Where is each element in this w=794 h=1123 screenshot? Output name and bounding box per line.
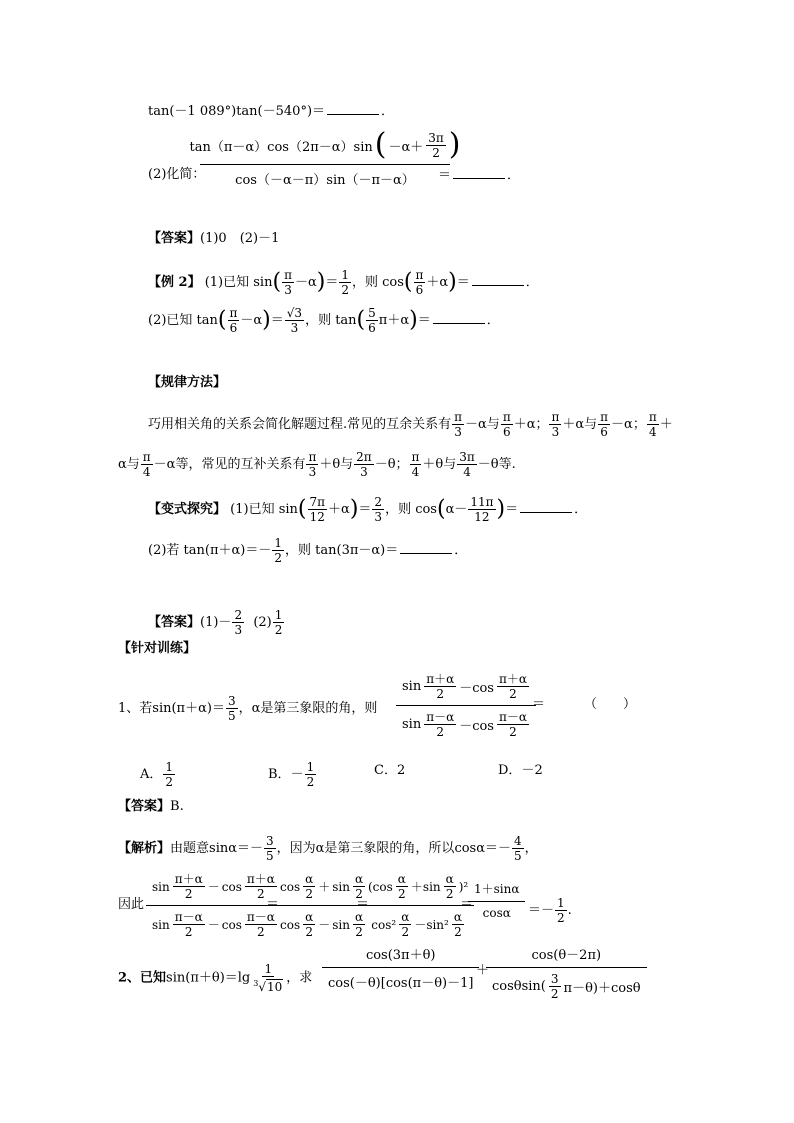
simplify-denominator: cos（－α－π）sin（－π－α） xyxy=(235,173,415,188)
q-tan-product: tan(－1 089°)tan(－540°)＝ ． xyxy=(148,104,395,119)
method-heading: 【规律方法】 xyxy=(148,375,227,390)
example-2-part1: 【例 2】 (1)已知 sin( $\frac{\pi}{3}$ －α)＝ $\frac{1}{2}$ ，则 cos( $\frac{\pi}{6}$ ＋α)＝ ． xyxy=(148,268,539,297)
simplify-answer: ＝ ． xyxy=(438,168,521,183)
q-tan-text: tan(－1 089°)tan(－540°)＝ xyxy=(148,104,326,119)
answer-1: 【答案】(1)0 (2)－1 xyxy=(148,231,280,246)
analysis-therefore: 因此 xyxy=(118,897,145,912)
q1-fraction: sin $\frac{\pi+\alpha}{2}$ －cos $\frac{\pi+\alpha}{2}$ sin $\frac{\pi-\alpha}{2}$ －cos $\frac{\pi-\alpha}{2}$ xyxy=(396,672,536,739)
q1-eq: ＝ xyxy=(532,697,546,712)
q2-frac-2: cos(θ－2π) cosθsin( $\frac{3}{2}$ π－θ)＋cosθ xyxy=(486,944,647,1001)
option-c[interactable]: C．2 xyxy=(374,763,406,778)
training-heading: 【针对训练】 xyxy=(118,641,197,656)
analysis-final: ＝－ $\frac{1}{2}$ . xyxy=(528,896,572,925)
option-a[interactable]: A． $\frac{1}{2}$ xyxy=(140,760,174,789)
q1-stem: 1、若sin(π＋α)＝ $\frac{3}{5}$ ，α是第三象限的角，则 xyxy=(118,694,378,723)
analysis-frac-2: cos $\frac{\alpha}{2}$ ＋ sin $\frac{\alpha}{2}$ cos $\frac{\alpha}{2}$ － sin $\frac{\alpha}{2}$ xyxy=(274,872,372,939)
analysis-frac-1: sin $\frac{\pi+\alpha}{2}$ － cos $\frac{\pi+\alpha}{2}$ sin $\frac{\pi-\alpha}{2}$ － cos $\frac{\pi-\alpha}{2}$ xyxy=(146,872,284,939)
answer-3: 【答案】B. xyxy=(118,799,184,814)
method-line-1: 巧用相关角的关系会简化解题过程.常见的互余关系有 $\frac{\pi}{3}$ －α与 $\frac{\pi}{6}$ ＋α； $\frac{\pi}{3}$ ＋α与 $\frac{\pi}{6}$ －α； $\frac{\pi}{4}$ ＋ xyxy=(148,410,673,439)
q-simplify-prefix: (2)化简： xyxy=(148,167,206,182)
variant-part1: 【变式探究】 (1)已知 sin( $\frac{7\pi}{12}$ ＋α)＝ $\frac{2}{3}$ ，则 cos(α－ $\frac{11\pi}{12}$ )＝ ． xyxy=(148,495,588,524)
example-2-part2: (2)已知 tan( $\frac{\pi}{6}$ －α)＝ $\frac{√3}{3}$ ，则 tan( $\frac{5}{6}$ π＋α)＝ ． xyxy=(148,306,500,335)
answer-blank xyxy=(327,102,379,115)
q2-frac-1: cos(3π＋θ) cos(－θ)[cos(π－θ)－1] xyxy=(322,944,479,991)
answer-2: 【答案】(1)－ $\frac{2}{3}$ (2) $\frac{1}{2}$ xyxy=(148,608,283,637)
q1-answer-paren: （ ） xyxy=(584,697,637,712)
option-b[interactable]: B．－ $\frac{1}{2}$ xyxy=(268,760,315,789)
variant-part2: (2)若 tan(π＋α)＝－ $\frac{1}{2}$ ，则 tan(3π－α)＝ ． xyxy=(148,536,468,565)
method-line-2: α与 $\frac{\pi}{4}$ －α等，常见的互补关系有 $\frac{\pi}{3}$ ＋θ与 $\frac{2\pi}{3}$ －θ； $\frac{\pi}{4}$ ＋θ与 $\frac{3\pi}{4}$ －θ等. xyxy=(118,450,516,479)
analysis-frac-4: 1＋sinα cosα xyxy=(468,880,525,920)
option-d[interactable]: D．－2 xyxy=(498,763,543,778)
analysis-line-1: 【解析】由题意sinα＝－ $\frac{3}{5}$ ，因为α是第三象限的角，所以cosα＝－ $\frac{4}{5}$ ， xyxy=(118,834,538,863)
analysis-frac-3: (cos $\frac{\alpha}{2}$ ＋sin $\frac{\alpha}{2}$ )² cos² $\frac{\alpha}{2}$ －sin² $\frac{\alpha}{2}$ xyxy=(362,872,474,939)
simplify-fraction xyxy=(189,127,461,188)
simplify-numerator: tan（π－α）cos（2π－α）sin ( －α＋ $\frac{3\pi}{2}$ ) xyxy=(189,127,461,162)
q2-stem: 2、已知sin(π＋θ)＝lg $\frac{1}{^3√10}$ ，求 xyxy=(118,962,313,994)
